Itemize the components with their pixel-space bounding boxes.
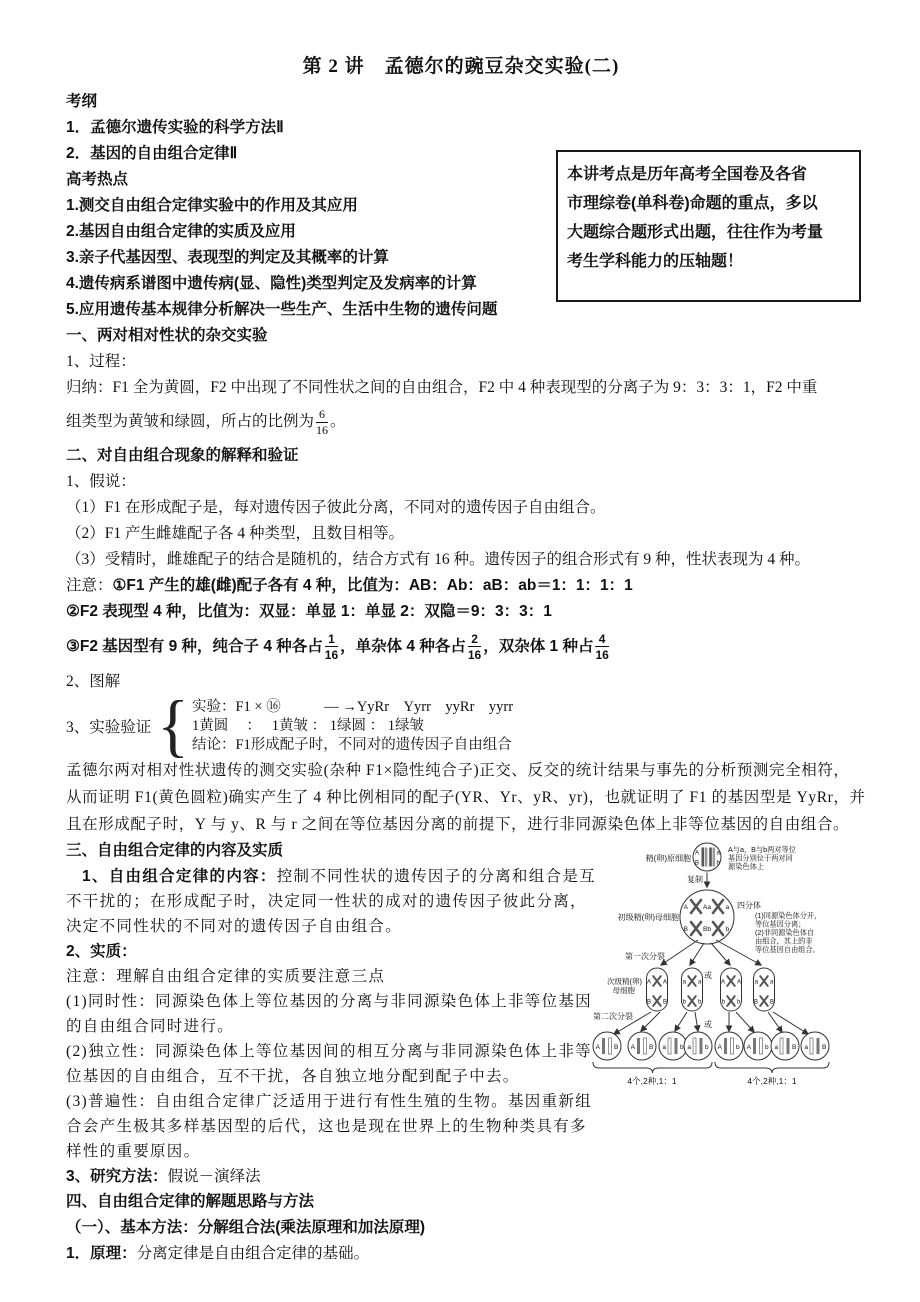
gene-letter: a bbox=[682, 979, 686, 986]
note-line-3: ③F2 基因型有 9 种，纯合子 4 种各占 $\frac{1}{16}$ ，单杂体 4 种各占 $\frac{2}{16}$ ，双杂体 1 种占 $\frac{4}{16}$ bbox=[66, 631, 609, 662]
section-2-heading: 二、对自由组合现象的解释和验证 bbox=[66, 447, 299, 464]
gene-letter: A bbox=[646, 979, 651, 986]
division-arrow bbox=[695, 1012, 698, 1031]
gene-letter: B bbox=[792, 1044, 797, 1051]
section-1-heading: 一、两对相对性状的杂交实验 bbox=[66, 327, 268, 344]
callout-line: 大题综合题形式出题，往往作为考量 bbox=[567, 224, 824, 241]
summary-text-end: 。 bbox=[330, 413, 346, 430]
left-brace-glyph: { bbox=[157, 686, 189, 765]
division-arrow bbox=[736, 1012, 754, 1032]
allele-note-line: 源染色体上 bbox=[728, 862, 764, 871]
principle-line bbox=[66, 1241, 856, 1267]
gene-letter: b bbox=[721, 999, 725, 1006]
summary-text: 组类型为黄皱和绿圆，所占的比例为 bbox=[66, 413, 315, 430]
replication-label: 复制 bbox=[687, 875, 703, 884]
hypothesis-item: （2）F1 产生雌雄配子各 4 种类型，且数目相等。 bbox=[66, 525, 404, 542]
essence-point: 位基因的自由组合，互不干扰，各自独立地分配到配子中去。 bbox=[66, 1068, 520, 1085]
exam-outline-item: 2．基因的自由组合定律Ⅱ bbox=[66, 145, 238, 162]
verify-label: 3、实验验证 bbox=[66, 719, 152, 736]
gene-letter: A bbox=[746, 1044, 751, 1051]
principle-value: 分离定律是自由组合定律的基础。 bbox=[136, 1245, 370, 1262]
chromosome-bar bbox=[609, 1038, 612, 1054]
essence-point: 合会产生极其多样基因型的后代，这也是现在世界上的生物种类具有多 bbox=[66, 1118, 587, 1135]
allele-note-line: A与a，B与b两对等位 bbox=[728, 845, 796, 854]
essence-point: 的自由组合同时进行。 bbox=[66, 1018, 235, 1035]
verify-lines bbox=[192, 698, 513, 755]
gene-letter: Bb bbox=[703, 926, 711, 933]
tetrad-note-line: 等位基因自由组合。 bbox=[755, 945, 820, 954]
chromosome-bar bbox=[753, 1038, 756, 1054]
gene-letter: A bbox=[663, 979, 668, 986]
law-content-label: 1、自由组合定律的内容： bbox=[82, 868, 277, 885]
chromosome-bar bbox=[644, 1038, 647, 1054]
chromosome-bar bbox=[709, 848, 712, 867]
gene-letter: a bbox=[662, 1044, 666, 1051]
note-1-text: ①F1 产生的雄(雌)配子各有 4 种，比值为：AB：Ab：aB：ab＝1：1：1：1 bbox=[112, 577, 633, 594]
gene-letter: b bbox=[705, 1044, 709, 1051]
process-label: 1、过程： bbox=[66, 353, 136, 370]
law-content-line: 决定不同性状的不同对的遗传因子自由组合。 bbox=[66, 918, 403, 935]
primary-spermatocyte-label: 初级精(卵)母细胞 bbox=[617, 913, 679, 922]
chromosome-bar bbox=[724, 1038, 727, 1054]
chromosome-bar bbox=[668, 1038, 671, 1054]
gene-letter: A bbox=[720, 979, 725, 986]
method-value: 假说－演绎法 bbox=[167, 1168, 261, 1185]
gene-letter: Aa bbox=[703, 904, 711, 911]
or-label: 或 bbox=[704, 1020, 712, 1029]
gene-letter: A bbox=[717, 1044, 722, 1051]
gene-letter: B bbox=[694, 860, 699, 867]
fraction-6-16: $\frac{6}{16}$ bbox=[316, 407, 329, 438]
note-line-2: ②F2 表现型 4 种，比值为：双显：单显 1：单显 2：双隐＝9：3：3：1 bbox=[66, 603, 552, 620]
callout-line: 考生学科能力的压轴题！ bbox=[567, 253, 744, 270]
result-left-label: 4个,2种,1：1 bbox=[627, 1076, 677, 1086]
chromosome-bar bbox=[817, 1038, 820, 1054]
tetrad-note-line: 由组合，其上的非 bbox=[755, 936, 813, 946]
hypothesis-label: 1、假说： bbox=[66, 473, 136, 490]
gene-letter: b bbox=[698, 999, 702, 1006]
essence-note: 注意：理解自由组合定律的实质要注意三点 bbox=[66, 968, 386, 985]
gene-letter: B bbox=[770, 999, 775, 1006]
allele-note-line: 基因分别位于两对同 bbox=[728, 853, 793, 863]
chromosome-bar bbox=[731, 1038, 734, 1054]
gene-letter: B bbox=[646, 999, 651, 1006]
law-content-line: 1、自由组合定律的内容：控制不同性状的遗传因子的分离和组合是互 bbox=[82, 868, 596, 885]
essence-point: (2)独立性：同源染色体上等位基因间的相互分离与非同源染色体上非等 bbox=[66, 1043, 592, 1060]
section-4-subheading: （一）、基本方法：分解组合法(乘法原理和加法原理) bbox=[66, 1219, 426, 1236]
gene-letter: b bbox=[765, 1044, 769, 1051]
section-4-heading: 四、自由组合定律的解题思路与方法 bbox=[66, 1193, 315, 1210]
second-division-label: 第二次分裂 bbox=[593, 1012, 633, 1021]
gene-letter: a bbox=[725, 904, 730, 911]
hotspot-item: 3.亲子代基因型、表现型的判定及其概率的计算 bbox=[66, 249, 389, 266]
secondary-spermatocyte-label: 母细胞 bbox=[612, 986, 635, 995]
chromosome-bar bbox=[760, 1038, 763, 1054]
exam-outline-item: 1．孟德尔遗传实验的科学方法Ⅱ bbox=[66, 119, 284, 136]
essence-point: 样性的重要原因。 bbox=[66, 1143, 201, 1160]
tetrad-label: 四分体 bbox=[737, 901, 761, 910]
gene-letter: A bbox=[595, 1044, 600, 1051]
research-method-line bbox=[66, 1164, 856, 1189]
hotspot-item: 2.基因自由组合定律的实质及应用 bbox=[66, 223, 296, 240]
chromosome-bar bbox=[787, 1038, 790, 1054]
gene-letter: a bbox=[698, 979, 702, 986]
gene-letter: b bbox=[736, 1044, 740, 1051]
gene-letter: b bbox=[737, 999, 741, 1006]
essence-point: (3)普遍性：自由组合定律广泛适用于进行有性生殖的生物。基因重新组 bbox=[66, 1093, 592, 1110]
verify-line: 结论：F1形成配子时，不同对的遗传因子自由组合 bbox=[191, 736, 512, 753]
verify-line: 实验：F1 × ⑯ — →YyRr Yyrr yyRr yyrr bbox=[191, 698, 514, 715]
chromosome-bar bbox=[713, 848, 716, 867]
gene-letter: A bbox=[683, 904, 688, 911]
gene-letter: b bbox=[716, 860, 720, 867]
or-label: 或 bbox=[704, 971, 712, 980]
gamete-cells bbox=[593, 1032, 829, 1060]
division-arrow bbox=[641, 1012, 660, 1031]
callout-line: 本讲考点是历年高考全国卷及各省 bbox=[567, 166, 808, 183]
gene-letter: A bbox=[737, 979, 742, 986]
essence-label: 2、实质： bbox=[66, 943, 137, 960]
paragraph-line: 且在形成配子时，Y 与 y、R 与 r 之间在等位基因分离的前提下，进行非同源染色体上非等位基因的自由组合。 bbox=[66, 816, 850, 833]
callout-line: 市理综卷(单科卷)命题的重点，多以 bbox=[567, 195, 818, 212]
gene-letter: a bbox=[754, 979, 758, 986]
hotspot-item: 5.应用遗传基本规律分析解决一些生产、生活中生物的遗传问题 bbox=[66, 301, 498, 318]
gene-letter: a bbox=[716, 850, 720, 857]
gene-letter: B bbox=[614, 1044, 619, 1051]
diagram-label: 2、图解 bbox=[66, 673, 121, 690]
chromosome-bar bbox=[675, 1038, 678, 1054]
gene-letter: b bbox=[680, 1044, 684, 1051]
secondary-spermatocyte-label: 次级精(卵) bbox=[607, 977, 642, 986]
chromosome-bar bbox=[700, 1038, 703, 1054]
division-arrow bbox=[773, 1012, 808, 1034]
gene-letter: B bbox=[663, 999, 668, 1006]
gene-letter: a bbox=[687, 1044, 691, 1051]
chromosome-bar bbox=[705, 848, 708, 867]
hotspot-item: 1.测交自由组合定律实验中的作用及其应用 bbox=[66, 197, 358, 214]
gene-letter: B bbox=[683, 926, 688, 933]
verification-block bbox=[66, 686, 856, 765]
verify-line: 1黄圆 ： 1黄皱 ： 1绿圆 ： 1绿皱 bbox=[191, 717, 424, 734]
chromosome-bar bbox=[780, 1038, 783, 1054]
fraction-1-16: $\frac{1}{16}$ bbox=[324, 631, 339, 662]
paragraph-line: 孟德尔两对相对性状遗传的测交实验(杂种 F1×隐性纯合子)正交、反交的统计结果与事先的分析预测完全相符， bbox=[66, 762, 850, 779]
tetrad-note-line: (1)同源染色体分开， bbox=[755, 911, 822, 920]
doc-title: 第 2 讲 孟德尔的豌豆杂交实验(二) bbox=[302, 56, 620, 77]
essence-point: (1)同时性：同源染色体上等位基因的分离与非同源染色体上非等位基因 bbox=[66, 993, 592, 1010]
tetrad-note-line: (2)非同源染色体自 bbox=[755, 928, 815, 937]
gene-letter: B bbox=[822, 1044, 827, 1051]
gene-letter: B bbox=[649, 1044, 654, 1051]
note-line-1 bbox=[66, 573, 856, 599]
result-brace-right bbox=[715, 1062, 829, 1073]
gene-letter: A bbox=[694, 850, 699, 857]
division-arrow bbox=[768, 1012, 782, 1032]
gene-letter: b bbox=[725, 926, 730, 933]
paragraph-line: 从而证明 F1(黄色圆粒)确实产生了 4 种比例相同的配子(YR、Yr、yR、yr)，也就证明了 F1 的基因型是 YyRr，并 bbox=[66, 789, 866, 806]
principle-label: 1．原理： bbox=[66, 1245, 137, 1262]
chromosome-bar bbox=[693, 1038, 696, 1054]
gene-letter: b bbox=[682, 999, 686, 1006]
chromosome-bar bbox=[810, 1038, 813, 1054]
gene-letter: a bbox=[770, 979, 774, 986]
summary-line-fraction bbox=[66, 401, 856, 443]
first-division-label: 第一次分裂 bbox=[625, 952, 665, 961]
result-right-label: 4个,2种,1：1 bbox=[747, 1076, 797, 1086]
summary-line: 归纳：F1 全为黄圆，F2 中出现了不同性状之间的自由组合，F2 中 4 种表现型的分离子为 9：3：3：1，F2 中重 bbox=[66, 379, 818, 396]
chromosome-bar bbox=[702, 848, 705, 867]
hotspot-item: 4.遗传病系谱图中遗传病(显、隐性)类型判定及发病率的计算 bbox=[66, 275, 477, 292]
gene-letter: a bbox=[774, 1044, 778, 1051]
primary-spermatocyte-cell bbox=[680, 890, 734, 944]
meiosis-diagram bbox=[585, 826, 885, 1106]
exam-outline-heading: 考纲 bbox=[66, 93, 98, 110]
hypothesis-item: （1）F1 在形成配子是，每对遗传因子彼此分离，不同对的遗传因子自由组合。 bbox=[66, 499, 606, 516]
hotspot-heading: 高考热点 bbox=[66, 171, 129, 188]
chromosome-bar bbox=[602, 1038, 605, 1054]
gene-letter: a bbox=[804, 1044, 808, 1051]
division-arrow bbox=[675, 1012, 687, 1031]
key-point-callout bbox=[556, 150, 861, 302]
result-brace-left bbox=[593, 1062, 712, 1073]
chromosome-bar bbox=[637, 1038, 640, 1054]
fraction-4-16: $\frac{4}{16}$ bbox=[595, 631, 609, 662]
gene-letter: B bbox=[753, 999, 758, 1006]
division-arrow bbox=[690, 943, 704, 965]
spermatogonium-label: 精(卵)原细胞 bbox=[645, 854, 691, 863]
tetrad-note-line: 等位基因分离； bbox=[755, 919, 806, 929]
hypothesis-item: （3）受精时，雌雄配子的结合是随机的，结合方式有 16 种。遗传因子的组合形式有 9 种，性状表现为 4 种。 bbox=[66, 551, 811, 568]
gene-letter: A bbox=[630, 1044, 635, 1051]
note-label: 注意： bbox=[66, 577, 113, 594]
fraction-2-16: $\frac{2}{16}$ bbox=[467, 631, 482, 662]
section-3-heading: 三、自由组合定律的内容及实质 bbox=[66, 842, 284, 859]
law-content-line: 不干扰的；在形成配子时，决定同一性状的成对的遗传因子彼此分离， bbox=[66, 893, 587, 910]
method-label: 3、研究方法： bbox=[66, 1168, 168, 1185]
